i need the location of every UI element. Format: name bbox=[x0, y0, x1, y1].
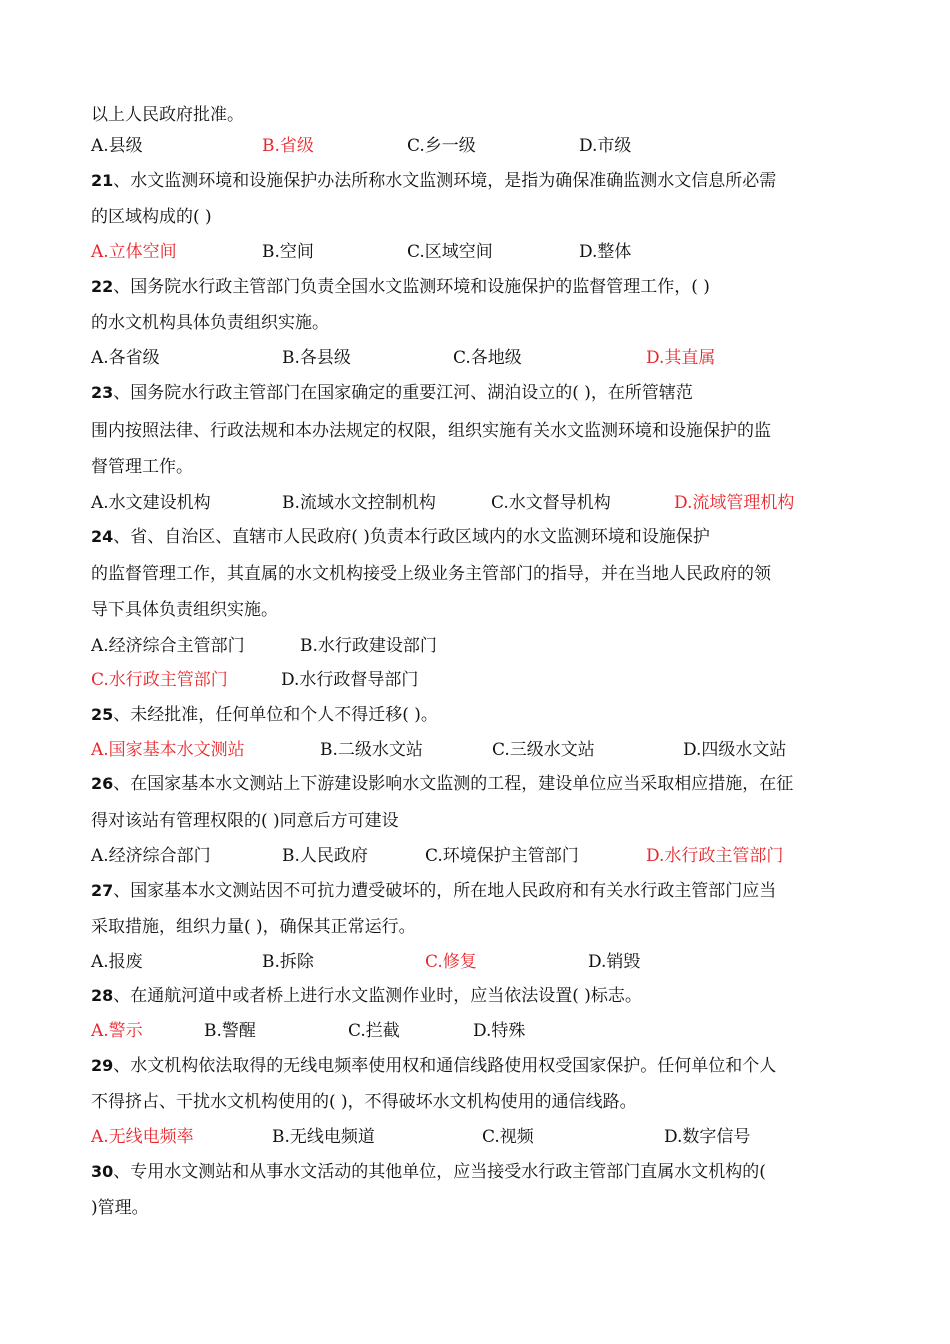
option-b: B.人民政府 bbox=[282, 846, 368, 866]
option-c: C.区域空间 bbox=[407, 242, 493, 262]
question-number: 25 bbox=[91, 705, 114, 724]
question-number: 24 bbox=[91, 527, 114, 546]
option-b: B.流域水文控制机构 bbox=[282, 493, 436, 513]
question-26-line-1: 26、在国家基本水文测站上下游建设影响水文监测的工程，建设单位应当采取相应措施，在征 bbox=[91, 774, 794, 794]
option-b: B.拆除 bbox=[262, 952, 314, 972]
question-22-line-2: 的水文机构具体负责组织实施。 bbox=[91, 313, 329, 333]
question-number: 27 bbox=[91, 881, 114, 900]
question-23-line-1: 23、国务院水行政主管部门在国家确定的重要江河、湖泊设立的( )，在所管辖范 bbox=[91, 383, 693, 403]
option-b: B.各县级 bbox=[282, 348, 351, 368]
option-d: D.四级水文站 bbox=[683, 740, 787, 760]
option-d-answer: D.其直属 bbox=[646, 348, 716, 368]
question-24-line-2: 的监督管理工作，其直属的水文机构接受上级业务主管部门的指导，并在当地人民政府的领 bbox=[91, 564, 771, 584]
question-number: 23 bbox=[91, 383, 114, 402]
question-number: 21 bbox=[91, 171, 114, 190]
question-28-line-1: 28、在通航河道中或者桥上进行水文监测作业时，应当依法设置( )标志。 bbox=[91, 986, 642, 1006]
question-number: 30 bbox=[91, 1162, 114, 1181]
option-d: D.整体 bbox=[579, 242, 632, 262]
option-a-answer: A.警示 bbox=[91, 1021, 143, 1041]
question-23-line-2: 围内按照法律、行政法规和本办法规定的权限，组织实施有关水文监测环境和设施保护的监 bbox=[91, 421, 771, 441]
question-number: 28 bbox=[91, 986, 114, 1005]
question-30-line-1: 30、专用水文测站和从事水文活动的其他单位，应当接受水行政主管部门直属水文机构的( bbox=[91, 1162, 766, 1182]
option-b: B.水行政建设部门 bbox=[300, 636, 437, 656]
question-24-line-1: 24、省、自治区、直辖市人民政府( )负责本行政区域内的水文监测环境和设施保护 bbox=[91, 527, 710, 547]
option-d: D.水行政督导部门 bbox=[281, 670, 419, 690]
question-25-line-1: 25、未经批准，任何单位和个人不得迁移( )。 bbox=[91, 705, 438, 725]
question-26-line-2: 得对该站有管理权限的( )同意后方可建设 bbox=[91, 811, 399, 831]
question-29-line-2: 不得挤占、干扰水文机构使用的( )，不得破坏水文机构使用的通信线路。 bbox=[91, 1092, 637, 1112]
option-a: A.县级 bbox=[91, 136, 143, 156]
option-b: B.警醒 bbox=[204, 1021, 256, 1041]
option-c: C.乡一级 bbox=[407, 136, 476, 156]
option-d-answer: D.流域管理机构 bbox=[674, 493, 795, 513]
option-c: C.水文督导机构 bbox=[491, 493, 611, 513]
option-c: C.各地级 bbox=[453, 348, 522, 368]
option-b: B.无线电频道 bbox=[272, 1127, 375, 1147]
question-number: 26 bbox=[91, 774, 114, 793]
option-b-answer: B.省级 bbox=[262, 136, 314, 156]
question-22-line-1: 22、国务院水行政主管部门负责全国水文监测环境和设施保护的监督管理工作，( ) bbox=[91, 277, 710, 297]
option-d: D.特殊 bbox=[473, 1021, 526, 1041]
option-b: B.二级水文站 bbox=[320, 740, 423, 760]
option-a: A.经济综合部门 bbox=[91, 846, 211, 866]
question-30-line-2: )管理。 bbox=[91, 1198, 149, 1218]
option-c: C.视频 bbox=[482, 1127, 534, 1147]
option-a: A.报废 bbox=[91, 952, 143, 972]
option-c-answer: C.水行政主管部门 bbox=[91, 670, 228, 690]
question-27-line-1: 27、国家基本水文测站因不可抗力遭受破坏的，所在地人民政府和有关水行政主管部门应当 bbox=[91, 881, 777, 901]
option-d: D.销毁 bbox=[588, 952, 641, 972]
option-c: C.拦截 bbox=[348, 1021, 400, 1041]
option-a-answer: A.立体空间 bbox=[91, 242, 177, 262]
question-21-line-2: 的区域构成的( ) bbox=[91, 207, 212, 227]
option-a: A.水文建设机构 bbox=[91, 493, 211, 513]
option-d: D.数字信号 bbox=[664, 1127, 751, 1147]
option-c: C.三级水文站 bbox=[492, 740, 595, 760]
option-a-answer: A.无线电频率 bbox=[91, 1127, 194, 1147]
question-number: 22 bbox=[91, 277, 114, 296]
question-number: 29 bbox=[91, 1056, 114, 1075]
question-21-line-1: 21、水文监测环境和设施保护办法所称水文监测环境，是指为确保准确监测水文信息所必需 bbox=[91, 171, 777, 191]
option-a-answer: A.国家基本水文测站 bbox=[91, 740, 245, 760]
option-b: B.空间 bbox=[262, 242, 314, 262]
question-23-line-3: 督管理工作。 bbox=[91, 457, 193, 477]
option-c-answer: C.修复 bbox=[425, 952, 477, 972]
option-a: A.经济综合主管部门 bbox=[91, 636, 245, 656]
question-29-line-1: 29、水文机构依法取得的无线电频率使用权和通信线路使用权受国家保护。任何单位和个人 bbox=[91, 1056, 777, 1076]
question-27-line-2: 采取措施，组织力量( )，确保其正常运行。 bbox=[91, 917, 416, 937]
question-20-stem-tail: 以上人民政府批准。 bbox=[91, 105, 244, 125]
option-d-answer: D.水行政主管部门 bbox=[646, 846, 784, 866]
question-24-line-3: 导下具体负责组织实施。 bbox=[91, 600, 278, 620]
option-c: C.环境保护主管部门 bbox=[425, 846, 579, 866]
option-d: D.市级 bbox=[579, 136, 632, 156]
option-a: A.各省级 bbox=[91, 348, 160, 368]
